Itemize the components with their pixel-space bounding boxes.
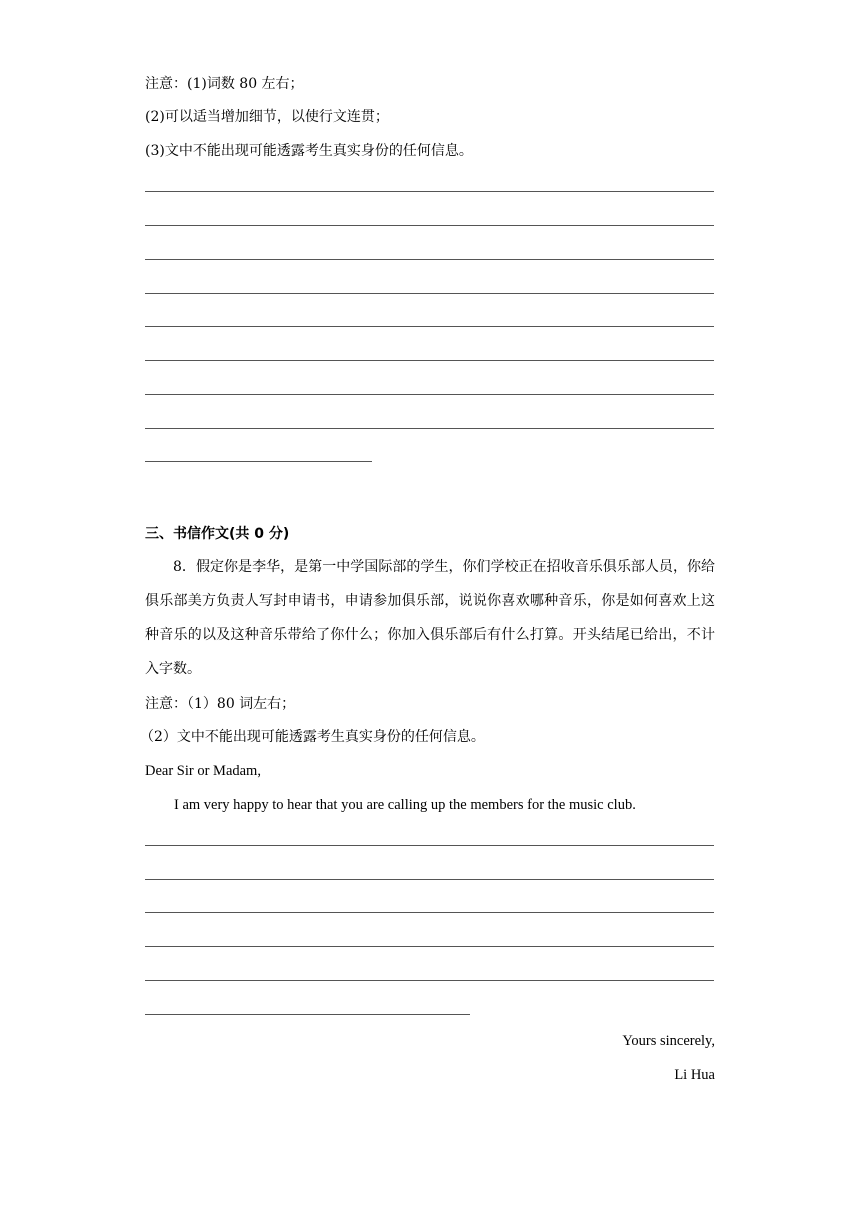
answer-line xyxy=(145,360,714,361)
note-add-details: (2)可以适当增加细节，以使行文连贯； xyxy=(145,109,389,125)
note-word-count: 注意：(1)词数 80 左右； xyxy=(145,76,304,92)
answer-line xyxy=(145,428,714,429)
answer-line-short xyxy=(145,1014,470,1015)
answer-line xyxy=(145,946,714,947)
answer-line xyxy=(145,394,714,395)
letter-opening: I am very happy to hear that you are calling up the members for the music club. xyxy=(174,797,636,813)
answer-line-short xyxy=(145,461,372,462)
answer-line xyxy=(145,191,714,192)
letter-salutation: Dear Sir or Madam, xyxy=(145,763,261,779)
answer-line xyxy=(145,845,714,846)
answer-line xyxy=(145,259,714,260)
letter-closing: Yours sincerely, xyxy=(622,1033,715,1049)
section3-note-1: 注意：（1）80 词左右； xyxy=(145,696,296,712)
question-prompt: 8．假定你是李华，是第一中学国际部的学生，你们学校正在招收音乐俱乐部人员，你给俱乐部美方负责人写封申请书，申请参加俱乐部，说说你喜欢哪种音乐，你是如何喜欢上这种音乐的以及这种音乐带给了你什么；你加入俱乐部后有什么打算。开头结尾已给出，不计入字数。 xyxy=(145,559,715,677)
section3-note-2: （2）文中不能出现可能透露考生真实身份的任何信息。 xyxy=(140,729,485,745)
answer-line xyxy=(145,912,714,913)
answer-line xyxy=(145,326,714,327)
letter-signature: Li Hua xyxy=(674,1067,715,1083)
note-no-identity: (3)文中不能出现可能透露考生真实身份的任何信息。 xyxy=(145,143,473,159)
answer-line xyxy=(145,293,714,294)
section-heading: 三、书信作文(共 0 分) xyxy=(145,526,290,542)
answer-line xyxy=(145,225,714,226)
answer-line xyxy=(145,980,714,981)
answer-line xyxy=(145,879,714,880)
